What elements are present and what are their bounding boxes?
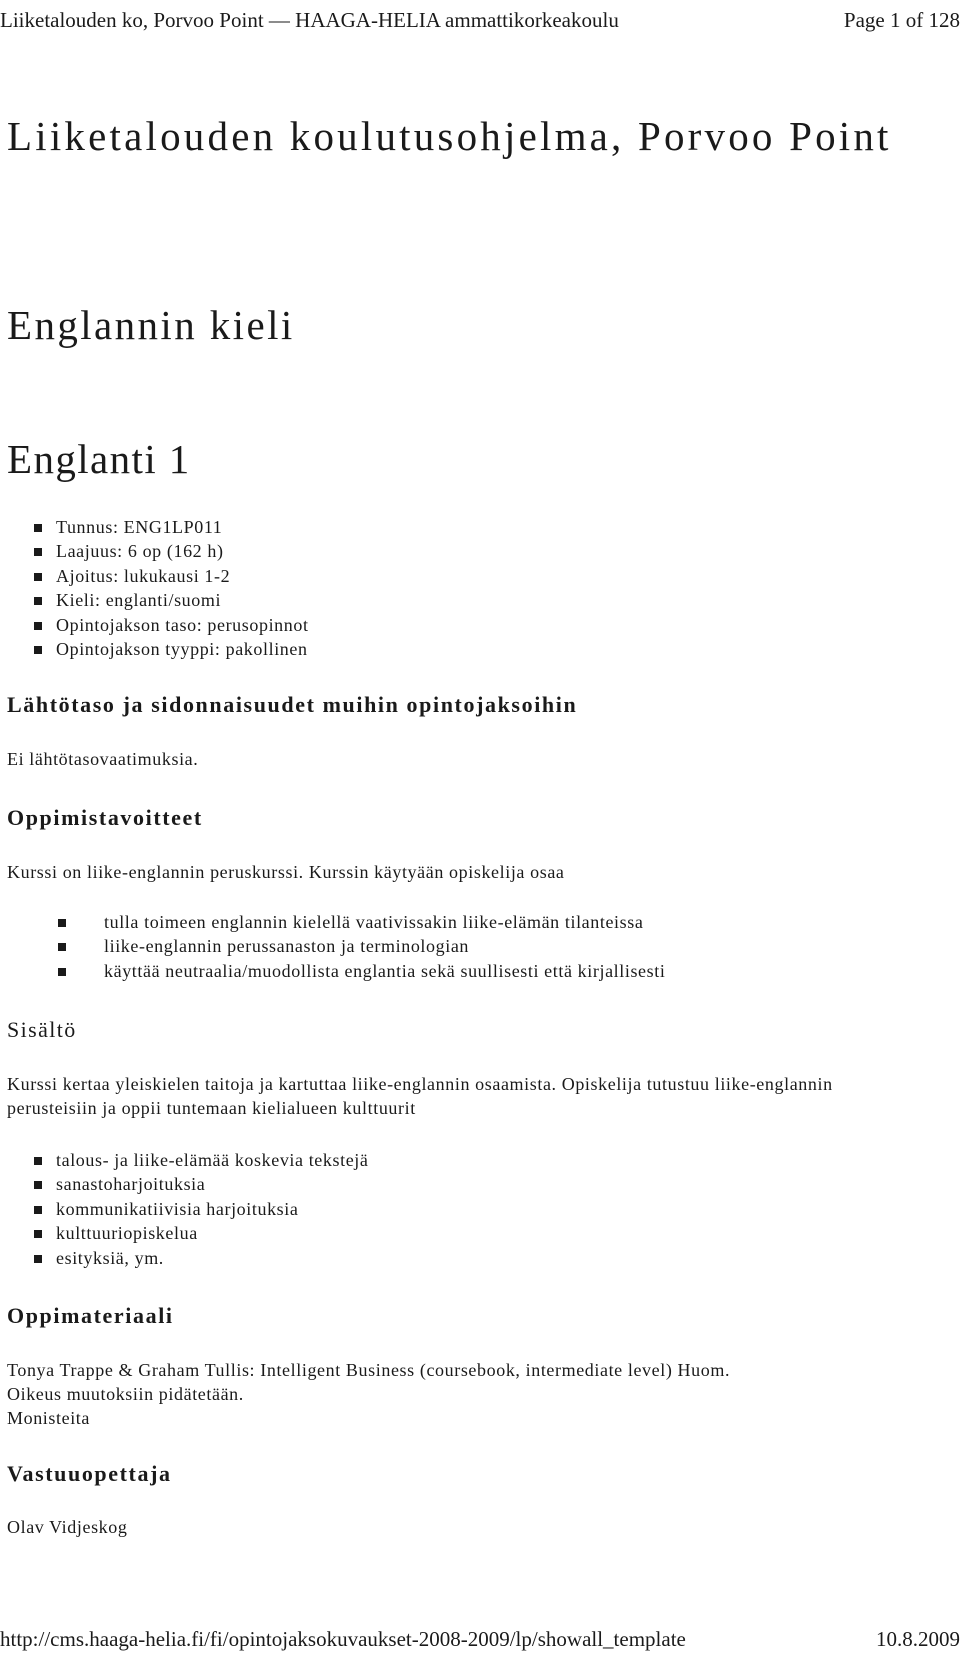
prerequisites-text: Ei lähtötasovaatimuksia. [7, 749, 199, 769]
list-item [0, 637, 309, 661]
list-item [0, 1197, 369, 1221]
objective-text: liike-englannin perussanaston ja terminologian [104, 936, 470, 957]
bullet-square-icon [34, 622, 42, 630]
content-intro: Kurssi kertaa yleiskielen taitoja ja kartuttaa liike-englannin osaamista. Opiskelija tutustuu liike-englannin perusteisiin ja oppii tuntemaan kielialueen kulttuurit [7, 1074, 833, 1118]
fact-level: Opintojakson taso: perusopinnot [56, 614, 309, 635]
list-item [0, 1172, 369, 1196]
responsible-teacher-heading: Vastuuopettaja [7, 1461, 172, 1486]
bullet-square-icon [34, 524, 42, 532]
content-item: esityksiä, ym. [56, 1247, 164, 1268]
list-item [0, 1148, 369, 1172]
responsible-teacher-name: Olav Vidjeskog [7, 1517, 128, 1537]
materials-line: Monisteita [7, 1408, 90, 1428]
page-number: Page 1 of 128 [843, 8, 960, 32]
learning-objectives-list [24, 910, 665, 983]
fact-scope: Laajuus: 6 op (162 h) [56, 541, 224, 562]
materials-heading: Oppimateriaali [7, 1303, 174, 1328]
content-list [0, 1148, 369, 1270]
bullet-square-icon [34, 548, 42, 556]
materials-line: Oikeus muutoksiin pidätetään. [7, 1384, 244, 1404]
list-item [0, 613, 309, 637]
fact-code: Tunnus: ENG1LP011 [56, 517, 223, 537]
print-date: 10.8.2009 [876, 1627, 960, 1651]
content-item: kommunikatiivisia harjoituksia [56, 1198, 299, 1219]
subject-heading: Englannin kieli [7, 302, 295, 348]
list-item [0, 588, 309, 612]
list-item [0, 515, 309, 539]
list-item [24, 934, 665, 958]
fact-language: Kieli: englanti/suomi [56, 590, 222, 611]
content-item: kulttuuriopiskelua [56, 1223, 198, 1244]
bullet-square-icon [58, 968, 66, 976]
programme-title: Liiketalouden koulutusohjelma, Porvoo Point [7, 113, 892, 159]
materials-line: Tonya Trappe & Graham Tullis: Intelligent Business (coursebook, intermediate level) Huom. [7, 1360, 731, 1380]
bullet-square-icon [34, 597, 42, 605]
content-item: talous- ja liike-elämää koskevia tekstejä [56, 1150, 369, 1170]
content-heading: Sisältö [7, 1017, 77, 1042]
bullet-square-icon [58, 919, 66, 927]
prerequisites-heading: Lähtötaso ja sidonnaisuudet muihin opintojaksoihin [7, 692, 578, 717]
bullet-square-icon [34, 646, 42, 654]
objective-text: käyttää neutraalia/muodollista englantia sekä suullisesti että kirjallisesti [104, 960, 666, 981]
learning-objectives-heading: Oppimistavoitteet [7, 805, 203, 830]
materials-text [7, 1358, 907, 1430]
bullet-square-icon [34, 1157, 42, 1165]
list-item [24, 959, 665, 983]
page-url: http://cms.haaga-helia.fi/fi/opintojaksokuvaukset-2008-2009/lp/showall_template [0, 1627, 686, 1651]
bullet-square-icon [34, 1206, 42, 1214]
bullet-square-icon [34, 1255, 42, 1263]
document-source-title: Liiketalouden ko, Porvoo Point — HAAGA-HELIA ammattikorkeakoulu [0, 8, 619, 32]
course-facts-list [0, 515, 309, 661]
bullet-square-icon [34, 1230, 42, 1238]
print-footer [0, 1624, 960, 1654]
content-item: sanastoharjoituksia [56, 1174, 206, 1195]
bullet-square-icon [34, 573, 42, 581]
list-item [24, 910, 665, 934]
bullet-square-icon [58, 943, 66, 951]
list-item [0, 1221, 369, 1245]
course-heading: Englanti 1 [7, 436, 191, 482]
print-header [0, 0, 960, 40]
objective-text: tulla toimeen englannin kielellä vaativissakin liike-elämän tilanteissa [104, 912, 644, 932]
list-item [0, 539, 309, 563]
fact-timing: Ajoitus: lukukausi 1-2 [56, 565, 231, 586]
bullet-square-icon [34, 1181, 42, 1189]
learning-objectives-intro: Kurssi on liike-englannin peruskurssi. Kurssin käytyään opiskelija osaa [7, 862, 565, 882]
list-item [0, 1246, 369, 1270]
list-item [0, 564, 309, 588]
fact-type: Opintojakson tyyppi: pakollinen [56, 639, 308, 660]
